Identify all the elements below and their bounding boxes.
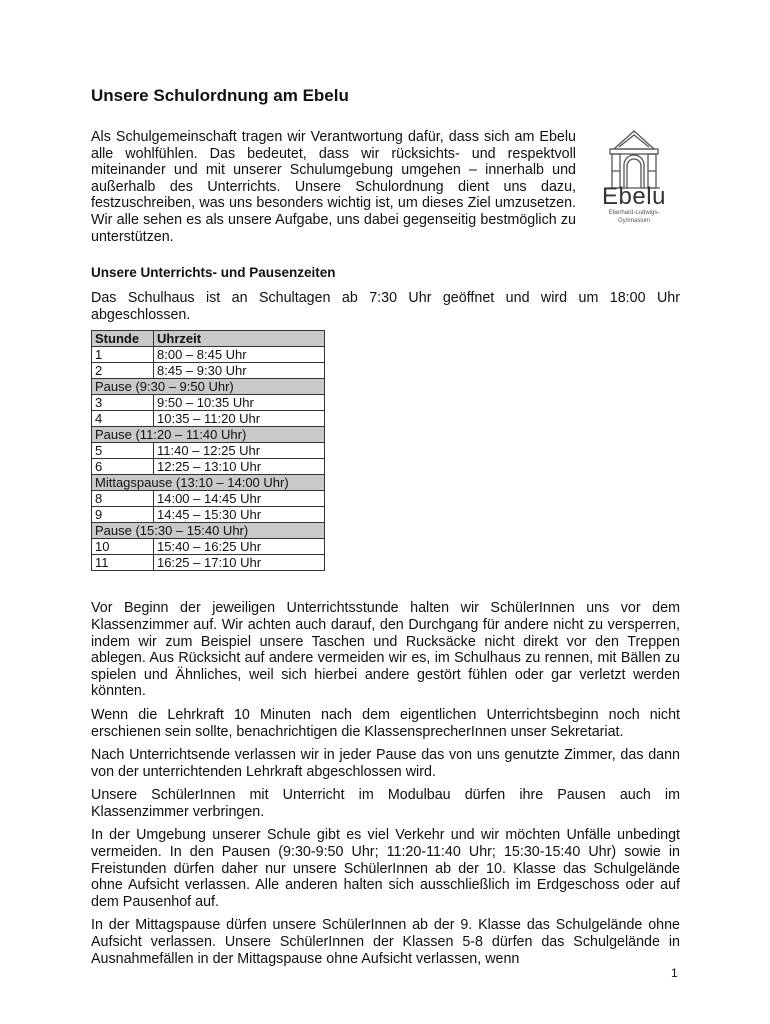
page-title: Unsere Schulordnung am Ebelu (91, 86, 349, 105)
cell-uhrzeit: 14:45 – 15:30 Uhr (154, 507, 325, 523)
cell-uhrzeit: 8:00 – 8:45 Uhr (154, 347, 325, 363)
paragraph-teacher-absent: Wenn die Lehrkraft 10 Minuten nach dem eigentlichen Unterrichtsbeginn noch nicht erschienen sein sollte, benachrichtigen die KlassensprecherInnen unser Sekretariat. (91, 706, 680, 740)
cell-stunde: 6 (92, 459, 154, 475)
logo-wordmark: Ebelu (602, 183, 666, 210)
table-row (92, 459, 325, 475)
school-logo (588, 127, 680, 245)
cell-stunde: 5 (92, 443, 154, 459)
cell-uhrzeit: 12:25 – 13:10 Uhr (154, 459, 325, 475)
section-heading: Unsere Unterrichts- und Pausenzeiten (91, 265, 336, 281)
cell-stunde: 11 (92, 555, 154, 571)
pause-row (92, 523, 325, 539)
cell-stunde: 4 (92, 411, 154, 427)
table-row (92, 443, 325, 459)
table-row (92, 507, 325, 523)
paragraph-lesson-end: Nach Unterrichtsende verlassen wir in jeder Pause das von uns genutzte Zimmer, das dann von der unterrichtenden Lehrkraft abgeschlossen wird. (91, 747, 680, 780)
paragraph-lunch-break: In der Mittagspause dürfen unsere SchülerInnen ab der 9. Klasse das Schulgelände ohne Aufsicht verlassen. Unsere SchülerInnen der Klassen 5-8 dürfen das Schulgelände in Ausnahmefällen in der Mittagspause ohne Aufsicht verlassen, wenn (91, 917, 680, 967)
cell-pause: Pause (11:20 – 11:40 Uhr) (92, 427, 325, 443)
logo-subtitle-line2: Gymnasium (617, 218, 650, 224)
logo-subtitle-line1: Eberhard-Ludwigs- (608, 210, 660, 216)
table-row (92, 347, 325, 363)
cell-stunde: 3 (92, 395, 154, 411)
cell-uhrzeit: 8:45 – 9:30 Uhr (154, 363, 325, 379)
cell-stunde: 10 (92, 539, 154, 555)
schedule-table (91, 330, 325, 571)
cell-stunde: 1 (92, 347, 154, 363)
cell-uhrzeit: 14:00 – 14:45 Uhr (154, 491, 325, 507)
cell-stunde: 9 (92, 507, 154, 523)
pause-row (92, 475, 325, 491)
cell-pause: Mittagspause (13:10 – 14:00 Uhr) (92, 475, 325, 491)
pause-row (92, 379, 325, 395)
cell-uhrzeit: 15:40 – 16:25 Uhr (154, 539, 325, 555)
cell-pause: Pause (9:30 – 9:50 Uhr) (92, 379, 325, 395)
cell-uhrzeit: 9:50 – 10:35 Uhr (154, 395, 325, 411)
table-row (92, 539, 325, 555)
paragraph-modulbau: Unsere SchülerInnen mit Unterricht im Modulbau dürfen ihre Pausen auch im Klassenzimmer verbringen. (91, 787, 680, 820)
cell-stunde: 2 (92, 363, 154, 379)
table-row (92, 491, 325, 507)
pause-row (92, 427, 325, 443)
cell-stunde: 8 (92, 491, 154, 507)
school-gate-icon (588, 127, 680, 189)
intro-paragraph: Als Schulgemeinschaft tragen wir Verantwortung dafür, dass sich am Ebelu alle wohlfühlen. Das bedeutet, dass wir rücksichts- und respektvoll miteinander und mit unserer Schulumgebung umgehen – innerhalb und außerhalb des Unterrichts. Unsere Schulordnung dient uns dazu, festzuschreiben, was uns besonders wichtig ist, um dieses Ziel umzusetzen. Wir alle sehen es als unsere Aufgabe, uns dabei gegenseitig bestmöglich zu unterstützen. (91, 129, 576, 245)
intro-section (91, 129, 680, 245)
table-row (92, 411, 325, 427)
header-stunde: Stunde (92, 331, 154, 347)
cell-uhrzeit: 16:25 – 17:10 Uhr (154, 555, 325, 571)
table-row (92, 363, 325, 379)
cell-uhrzeit: 10:35 – 11:20 Uhr (154, 411, 325, 427)
table-row (92, 555, 325, 571)
paragraph-before-lesson: Vor Beginn der jeweiligen Unterrichtsstunde halten wir SchülerInnen uns vor dem Klassenzimmer auf. Wir achten auch darauf, den Durchgang für andere nicht zu versperren, indem wir zum Beispiel unsere Taschen und Rucksäcke nicht direkt vor den Treppen ablegen. Aus Rücksicht auf andere vermeiden wir es, im Schulhaus zu rennen, mit Bällen zu spielen und Ähnliches, weil sich hierbei andere gestört fühlen oder gar verletzt werden könnten. (91, 600, 680, 700)
page-number: 1 (671, 966, 678, 980)
cell-uhrzeit: 11:40 – 12:25 Uhr (154, 443, 325, 459)
header-uhrzeit: Uhrzeit (154, 331, 325, 347)
cell-pause: Pause (15:30 – 15:40 Uhr) (92, 523, 325, 539)
opening-hours-text: Das Schulhaus ist an Schultagen ab 7:30 Uhr geöffnet und wird um 18:00 Uhr abgeschlossen. (91, 290, 680, 323)
table-header-row (92, 331, 325, 347)
document-page (91, 86, 680, 974)
table-row (92, 395, 325, 411)
paragraph-traffic: In der Umgebung unserer Schule gibt es viel Verkehr und wir möchten Unfälle unbedingt vermeiden. In den Pausen (9:30-9:50 Uhr; 11:20-11:40 Uhr; 15:30-15:40 Uhr) sowie in Freistunden dürfen daher nur unsere SchülerInnen ab der 10. Klasse das Schulgelände ohne Aufsicht verlassen. Alle anderen halten sich ausschließlich im Erdgeschoss oder auf dem Pausenhof auf. (91, 827, 680, 910)
